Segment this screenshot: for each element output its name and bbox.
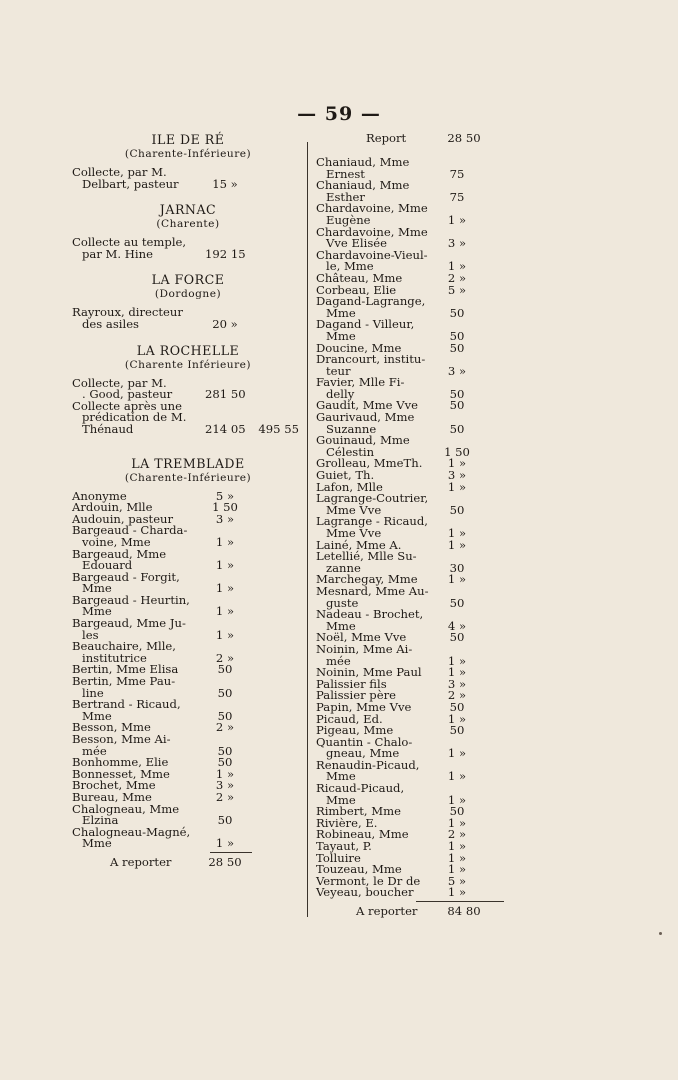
total-rule	[416, 901, 504, 902]
amount-value: 3 »	[447, 676, 467, 691]
donor-name: Esther	[326, 189, 365, 204]
donor-name: Chalogneau, Mme	[72, 801, 180, 816]
amount-value: 1 »	[447, 885, 467, 900]
amount-value: 1 »	[447, 259, 467, 274]
amount-value: 4 »	[447, 618, 467, 633]
report-value: 28 50	[447, 131, 481, 145]
amount-value: 75	[449, 189, 465, 204]
amount-value: 50	[217, 685, 233, 700]
section-subheading: (Charente)	[156, 218, 220, 231]
donor-name: Lagrange-Coutrier,	[316, 491, 429, 506]
donor-name: Gaudit, Mme Vve	[316, 398, 418, 413]
donor-name: Papin, Mme Vve	[316, 699, 412, 714]
donor-name: Bureau, Mme	[72, 789, 152, 804]
section-subheading: (Charente Inférieure)	[124, 358, 252, 371]
amount-value: 5 »	[447, 282, 467, 297]
donor-name: Robineau, Mme	[316, 827, 409, 842]
amount-value: 1 »	[215, 604, 235, 619]
amount-value: 50	[449, 328, 465, 343]
right-column	[316, 131, 496, 918]
donor-name: le, Mme	[326, 259, 374, 274]
section-subheading: (Dordogne)	[154, 288, 222, 301]
donor-name: Nadeau - Brochet,	[316, 607, 424, 622]
amount-value: 20 »	[212, 316, 238, 331]
donor-name: Chaniaud, Mme	[316, 178, 410, 193]
amount-value: 1 »	[215, 534, 235, 549]
amount-value: 1 »	[447, 711, 467, 726]
donor-name: Touzeau, Mme	[316, 862, 402, 877]
amount-value: 214 05	[205, 421, 246, 436]
section-gap	[72, 436, 304, 456]
donor-name: Mme	[326, 618, 356, 633]
donor-name: Picaud, Ed.	[316, 711, 383, 726]
amount-value: 50	[449, 723, 465, 738]
ledger-row	[316, 887, 496, 899]
donor-name: Collecte, par M.	[72, 375, 167, 390]
section-heading: JARNAC	[159, 202, 217, 218]
donor-name: Mme	[82, 708, 112, 723]
donor-name: Vermont, le Dr de	[316, 873, 421, 888]
donor-name: Lagrange - Ricaud,	[316, 514, 428, 529]
donor-name: Chardavoine, Mme	[316, 224, 428, 239]
amount-value: 3 »	[447, 468, 467, 483]
left-column	[72, 132, 304, 869]
donor-name: Gouinaud, Mme	[316, 433, 410, 448]
section-heading: ILE DE RÉ	[151, 132, 225, 147]
donor-name: Elzina	[82, 813, 119, 828]
amount-value: 1 »	[447, 746, 467, 761]
amount-value: 2 »	[447, 688, 467, 703]
amount-value: 2 »	[215, 650, 235, 665]
donor-name: Veyeau, boucher	[316, 885, 414, 900]
donor-name: Lafon, Mlle	[316, 479, 383, 494]
amount-value: 1 »	[215, 627, 235, 642]
donor-name: Quantin - Chalo-	[316, 734, 413, 749]
donor-name: Tayaut, P.	[316, 839, 372, 854]
donor-name: Collecte après une	[72, 398, 182, 413]
amount-value: 1 »	[447, 572, 467, 587]
donor-name: mée	[82, 743, 107, 758]
amount-value: 1 »	[215, 558, 235, 573]
donor-name: Mesnard, Mme Au-	[316, 583, 429, 598]
amount-value: 1 »	[447, 850, 467, 865]
donor-name: Bargeaud - Heurtin,	[72, 592, 190, 607]
donor-name: Rivière, E.	[316, 815, 378, 830]
donor-name: Renaudin-Picaud,	[316, 757, 420, 772]
donor-name: Bargeaud - Charda-	[72, 523, 188, 538]
amount-value: 281 50	[205, 387, 246, 402]
section-gap	[72, 190, 304, 202]
donor-name: Bertin, Mme Elisa	[72, 662, 179, 677]
amount-value: 75	[449, 166, 465, 181]
amount-value: 1 »	[215, 766, 235, 781]
amount-value: 1 »	[447, 456, 467, 471]
donor-name: Bargeaud, Mme Ju-	[72, 616, 186, 631]
carry-forward-label: A reporter	[356, 904, 418, 918]
donor-name: institutrice	[82, 650, 147, 665]
amount-value: 1 »	[447, 792, 467, 807]
donor-name: Palissier fils	[316, 676, 387, 691]
donor-name: Noinin, Mme Ai-	[316, 641, 413, 656]
subtotal-value: 495 55	[258, 421, 299, 436]
donor-name: Vve Elisée	[326, 236, 388, 251]
donor-name: Grolleau, MmeTh.	[316, 456, 423, 471]
donor-name: Brochet, Mme	[72, 778, 156, 793]
donor-name: Mme	[326, 305, 356, 320]
amount-value: 1 »	[447, 653, 467, 668]
amount-value: 1 »	[447, 537, 467, 552]
donor-name: Rayroux, directeur	[72, 305, 183, 320]
donor-name: par M. Hine	[82, 246, 153, 261]
amount-value: 1 »	[215, 581, 235, 596]
donor-name: Chaniaud, Mme	[316, 155, 410, 169]
amount-value: 50	[217, 708, 233, 723]
donor-name: Bertin, Mme Pau-	[72, 674, 176, 689]
donor-name: line	[82, 685, 104, 700]
donor-name: Drancourt, institu-	[316, 352, 426, 367]
amount-value: 50	[217, 743, 233, 758]
amount-value: 50	[217, 813, 233, 828]
donor-name: delly	[326, 386, 355, 401]
donor-name: Pigeau, Mme	[316, 723, 394, 738]
donor-name: Beauchaire, Mlle,	[72, 639, 176, 654]
donor-name: Eugène	[326, 212, 371, 227]
donor-name: Gaurivaud, Mme	[316, 410, 415, 425]
donor-name: Doucine, Mme	[316, 340, 402, 355]
carry-forward-value: 28 50	[208, 854, 242, 869]
donor-name: Chalogneau-Magné,	[72, 824, 191, 839]
donor-name: Besson, Mme	[72, 720, 151, 735]
donor-name: . Good, pasteur	[82, 387, 173, 402]
ledger-row	[72, 316, 304, 331]
amount-value: 50	[449, 502, 465, 517]
amount-value: 50	[449, 340, 465, 355]
donor-name: guste	[326, 595, 359, 610]
ledger-row	[72, 246, 304, 261]
amount-value: 2 »	[215, 789, 235, 804]
donor-name: Bertrand - Ricaud,	[72, 697, 181, 712]
donor-name: Marchegay, Mme	[316, 572, 418, 587]
donor-name: Château, Mme	[316, 270, 403, 285]
amount-value: 1 »	[447, 212, 467, 227]
donor-name: Besson, Mme Ai-	[72, 732, 171, 746]
amount-value: 1 »	[447, 769, 467, 784]
amount-value: 3 »	[215, 778, 235, 793]
ledger-row	[72, 838, 304, 850]
ledger-row	[72, 176, 304, 191]
donor-name: Favier, Mlle Fi-	[316, 375, 405, 390]
amount-value: 3 »	[447, 363, 467, 378]
amount-value: 1 »	[447, 479, 467, 494]
amount-value: 50	[449, 630, 465, 645]
donor-name: Bargeaud, Mme	[72, 546, 167, 561]
section-heading: LA ROCHELLE	[136, 342, 240, 358]
donor-name: Mme	[326, 792, 356, 807]
donor-name: Bonnesset, Mme	[72, 766, 170, 781]
donor-name: Edouard	[82, 558, 133, 573]
section-subheading: (Charente-Inférieure)	[124, 471, 252, 484]
donor-name: Dagand - Villeur,	[316, 317, 415, 332]
report-label: Report	[366, 131, 407, 145]
donor-name: Mme Vve	[326, 526, 382, 540]
amount-value: 3 »	[215, 511, 235, 526]
amount-value: 15 »	[212, 176, 238, 191]
amount-value: 50	[449, 804, 465, 819]
donor-name: Corbeau, Elie	[316, 282, 397, 297]
amount-value: 1 50	[212, 500, 238, 515]
ledger-row	[72, 618, 304, 630]
amount-value: 1 »	[215, 836, 235, 851]
donor-name: Thénaud	[82, 421, 134, 436]
donor-name: Anonyme	[72, 488, 127, 503]
donor-name: Rimbert, Mme	[316, 804, 402, 819]
section-gap	[72, 331, 304, 343]
amount-value: 30	[449, 560, 465, 575]
carry-forward-value: 84 80	[447, 904, 481, 918]
donor-name: Mme	[82, 836, 112, 851]
amount-value: 50	[449, 595, 465, 610]
amount-value: 5 »	[447, 873, 467, 888]
amount-value: 50	[449, 421, 465, 436]
donor-name: des asiles	[82, 316, 140, 331]
paper-speck	[659, 932, 662, 935]
total-rule	[210, 852, 252, 853]
donor-name: Bargeaud - Forgit,	[72, 569, 180, 584]
amount-value: 2 »	[447, 827, 467, 842]
amount-value: 192 15	[205, 246, 246, 261]
amount-value: 2 »	[447, 270, 467, 285]
donor-name: Audouin, pasteur	[72, 511, 174, 526]
donor-name: Mme	[82, 581, 112, 596]
donor-name: gneau, Mme	[326, 746, 400, 761]
donor-name: Chardavoine-Vieul-	[316, 247, 428, 262]
donor-name: voine, Mme	[82, 534, 151, 549]
donor-name: Mme	[326, 328, 356, 343]
amount-value: 50	[449, 305, 465, 320]
donor-name: Dagand-Lagrange,	[316, 294, 426, 309]
donor-name: Mme	[82, 604, 112, 619]
amount-value: 2 »	[215, 720, 235, 735]
amount-value: 1 »	[447, 839, 467, 854]
report-row	[316, 132, 496, 145]
donor-name: Palissier père	[316, 688, 396, 703]
carry-forward-label: A reporter	[110, 854, 172, 869]
amount-value: 50	[449, 699, 465, 714]
ledger-row	[72, 421, 304, 436]
donor-name: Guiet, Th.	[316, 468, 375, 483]
donor-name: Suzanne	[326, 421, 377, 436]
donor-name: Ricaud-Picaud,	[316, 781, 405, 796]
donor-name: Mme	[326, 769, 356, 784]
column-divider	[307, 142, 308, 917]
ledger-row	[72, 676, 304, 688]
donor-name: Lainé, Mme A.	[316, 537, 402, 552]
amount-value: 50	[217, 755, 233, 770]
donor-name: Delbart, pasteur	[82, 176, 179, 191]
section-heading: LA TREMBLADE	[131, 455, 245, 471]
amount-value: 1 »	[447, 526, 467, 540]
donor-name: Ernest	[326, 166, 365, 181]
amount-value: 5 »	[215, 488, 235, 503]
section-subheading: (Charente-Inférieure)	[124, 148, 252, 160]
section-heading: LA FORCE	[151, 272, 225, 288]
amount-value: 1 »	[447, 862, 467, 877]
donor-name: Mme Vve	[326, 502, 382, 517]
amount-value: 50	[217, 662, 233, 677]
donor-name: prédication de M.	[82, 410, 187, 425]
donor-name: mée	[326, 653, 351, 668]
donor-name: Bonhomme, Elie	[72, 755, 169, 770]
amount-value: 50	[449, 398, 465, 413]
donor-name: Letellié, Mlle Su-	[316, 549, 417, 564]
amount-value: 3 »	[447, 236, 467, 251]
section-gap	[72, 260, 304, 272]
amount-value: 1 »	[447, 815, 467, 830]
amount-value: 50	[449, 386, 465, 401]
donor-name: les	[82, 627, 99, 642]
donor-name: Collecte au temple,	[72, 235, 187, 250]
donor-name: Ardouin, Mlle	[72, 500, 153, 515]
page-number: — 59 —	[297, 103, 381, 125]
donor-name: Chardavoine, Mme	[316, 201, 428, 216]
donor-name: zanne	[326, 560, 361, 575]
donor-name: Célestin	[326, 444, 375, 459]
donor-name: Tolluire	[316, 850, 361, 865]
amount-value: 1 »	[447, 665, 467, 680]
donor-name: Collecte, par M.	[72, 165, 167, 179]
donor-name: Noël, Mme Vve	[316, 630, 407, 645]
amount-value: 1 50	[444, 444, 470, 459]
donor-name: teur	[326, 363, 351, 378]
donor-name: Noinin, Mme Paul	[316, 665, 422, 680]
